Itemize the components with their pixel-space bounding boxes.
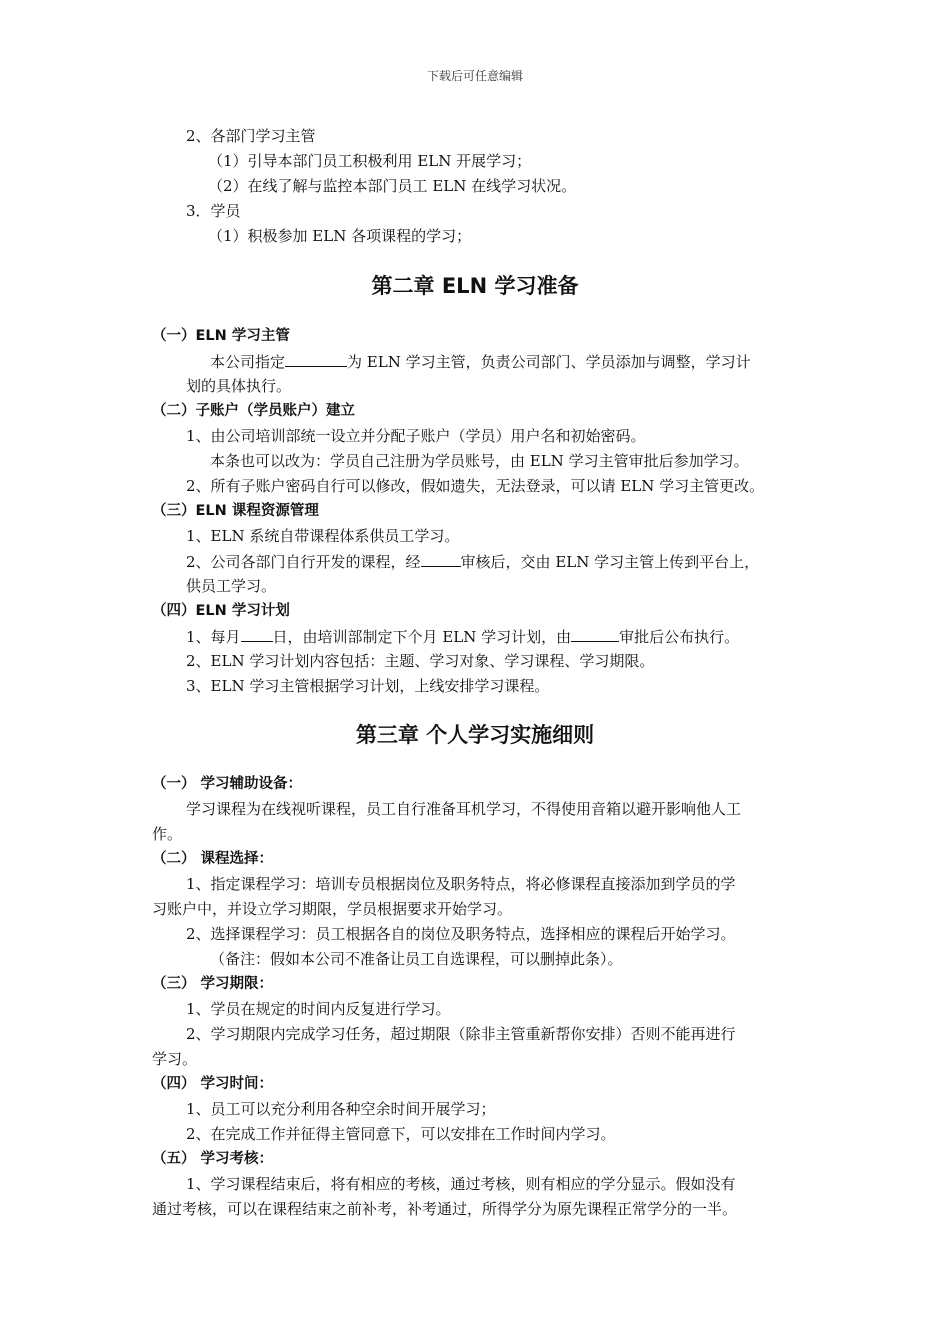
text-segment: 日，由培训部制定下个月 ELN 学习计划，由 [272, 628, 572, 646]
list-item: 1、员工可以充分利用各种空余时间开展学习； [186, 1100, 496, 1118]
fill-in-blank [421, 550, 461, 567]
list-item: 1、指定课程学习：培训专员根据岗位及职务特点，将必修课程直接添加到学员的学 [186, 875, 736, 893]
section-heading: （二） 课程选择： [152, 851, 274, 867]
paragraph-line: 通过考核，可以在课程结束之前补考，补考通过，所得学分为原先课程正常学分的一半。 [152, 1200, 738, 1218]
list-item: 2、选择课程学习：员工根据各自的岗位及职务特点，选择相应的课程后开始学习。 [186, 925, 736, 943]
section-heading: （一）ELN 学习主管 [152, 328, 290, 344]
section-heading: （三）ELN 课程资源管理 [152, 503, 319, 519]
list-item: 2、在完成工作并征得主管同意下，可以安排在工作时间内学习。 [186, 1125, 616, 1143]
text-segment: 审核后，交由 ELN 学习主管上传到平台上， [460, 553, 760, 571]
text-segment: 为 ELN 学习主管，负责公司部门、学员添加与调整，学习计 [347, 353, 751, 371]
paragraph-line: 学习课程为在线视听课程，员工自行准备耳机学习，不得使用音箱以避开影响他人工 [186, 800, 742, 818]
section-heading: （五） 学习考核： [152, 1151, 274, 1167]
list-item: （2）在线了解与监控本部门员工 ELN 在线学习状况。 [208, 177, 577, 195]
section-heading: （四）ELN 学习计划 [152, 603, 290, 619]
paragraph-line: 习账户中，并设立学习期限，学员根据要求开始学习。 [152, 900, 513, 918]
list-item: （1）引导本部门员工积极利用 ELN 开展学习； [208, 152, 532, 170]
section-heading: （一） 学习辅助设备： [152, 776, 303, 792]
fill-in-blank [571, 625, 619, 642]
list-item: （1）积极参加 ELN 各项课程的学习； [208, 227, 472, 245]
paragraph-line [210, 350, 751, 373]
text-segment: 1、每月 [186, 628, 241, 646]
list-item: 2、所有子账户密码自行可以修改，假如遗失，无法登录，可以请 ELN 学习主管更改。 [186, 477, 765, 495]
text-segment: 审批后公布执行。 [619, 628, 740, 646]
section-heading: （二）子账户（学员账户）建立 [152, 403, 355, 419]
paragraph-line: 本条也可以改为：学员自己注册为学员账号，由 ELN 学习主管审批后参加学习。 [210, 452, 749, 470]
list-item: 3、ELN 学习主管根据学习计划，上线安排学习课程。 [186, 677, 550, 695]
list-item: 1、ELN 系统自带课程体系供员工学习。 [186, 527, 460, 545]
list-item: 1、学员在规定的时间内反复进行学习。 [186, 1000, 451, 1018]
list-item: 1、学习课程结束后，将有相应的考核，通过考核，则有相应的学分显示。假如没有 [186, 1175, 736, 1193]
section-heading: （三） 学习期限： [152, 976, 274, 992]
paragraph-line: （备注：假如本公司不准备让员工自选课程，可以删掉此条）。 [210, 950, 623, 968]
text-segment: 本公司指定 [210, 353, 286, 371]
list-item: 2、ELN 学习计划内容包括：主题、学习对象、学习课程、学习期限。 [186, 652, 655, 670]
list-item: 1、由公司培训部统一设立并分配子账户（学员）用户名和初始密码。 [186, 427, 646, 445]
list-item: 3．学员 [186, 202, 241, 220]
text-segment: 2、公司各部门自行开发的课程，经 [186, 553, 421, 571]
paragraph-line: 供员工学习。 [186, 577, 277, 595]
list-item: 2、学习期限内完成学习任务，超过期限（除非主管重新帮你安排）否则不能再进行 [186, 1025, 736, 1043]
section-heading: （四） 学习时间： [152, 1076, 274, 1092]
chapter-title: 第二章 ELN 学习准备 [371, 274, 579, 298]
paragraph-line: 学习。 [152, 1050, 198, 1068]
fill-in-blank [241, 625, 273, 642]
list-item [186, 625, 739, 648]
list-item [186, 550, 759, 573]
list-item: 2、各部门学习主管 [186, 127, 316, 145]
page-header: 下载后可任意编辑 [426, 69, 523, 83]
fill-in-blank [285, 350, 347, 367]
chapter-title: 第三章 个人学习实施细则 [355, 723, 595, 747]
paragraph-line: 划的具体执行。 [186, 377, 292, 395]
paragraph-line: 作。 [152, 825, 183, 843]
